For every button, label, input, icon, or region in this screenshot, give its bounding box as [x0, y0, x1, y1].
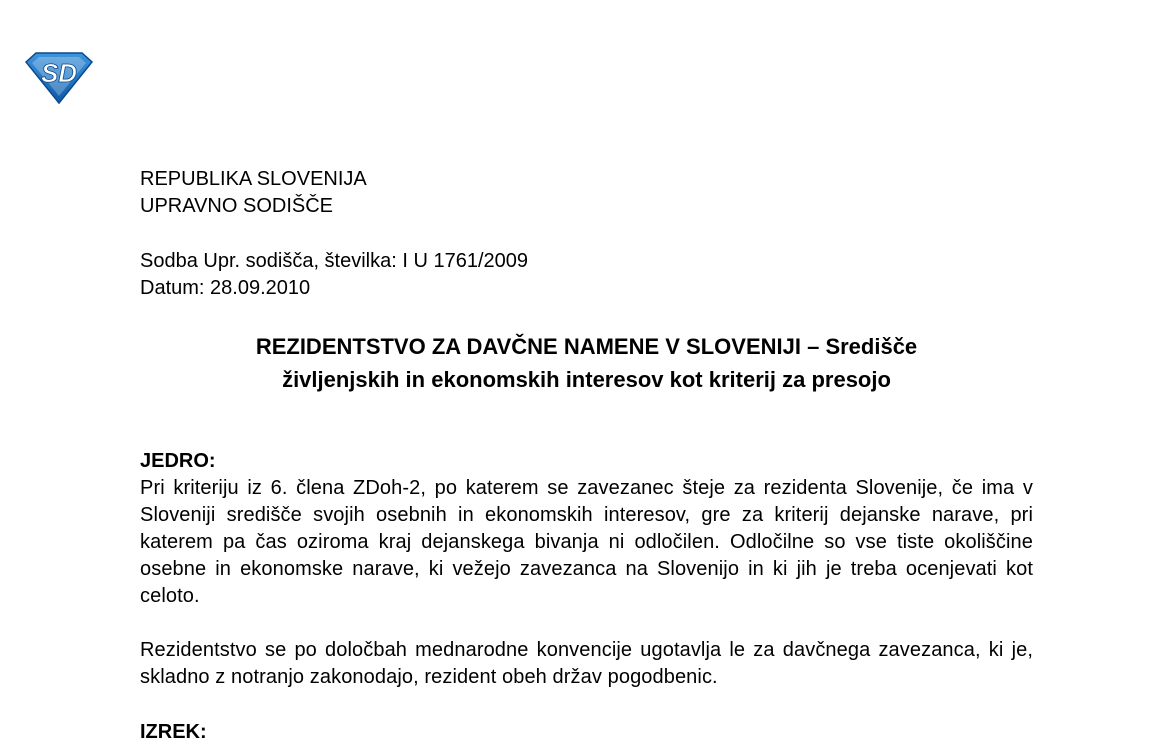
- case-date: Datum: 28.09.2010: [140, 277, 311, 299]
- document-title: [140, 330, 1033, 396]
- court-name: UPRAVNO SODIŠČE: [140, 195, 333, 217]
- court-logo-icon: [22, 48, 96, 106]
- jedro-paragraph-1: Pri kriteriju iz 6. člena ZDoh-2, po katerem se zavezanec šteje za rezidenta Slovenije, če ima v Sloveniji središče svojih osebnih in ekonomskih interesov, gre za kriterij dejanske narave, pri katerem pa čas oziroma kraj dejanskega bivanja ni odločilen. Odločilne so vse tiste okoliščine osebne in ekonomske narave, ki vežejo zavezanca na Slovenijo in ki jih je treba ocenjevati kot celoto.: [140, 477, 1033, 607]
- jedro-paragraph-2-block: [140, 637, 1033, 691]
- country-name: REPUBLIKA SLOVENIJA: [140, 168, 367, 190]
- case-reference: [140, 248, 528, 302]
- jedro-paragraph-2: Rezidentstvo se po določbah mednarodne konvencije ugotavlja le za davčnega zavezanca, ki je, skladno z notranjo zakonodajo, rezident obeh držav pogodbenic.: [140, 639, 1033, 688]
- court-header: [140, 166, 367, 220]
- izrek-heading: IZREK:: [140, 721, 207, 743]
- svg-text:SD: SD: [40, 58, 78, 88]
- title-line-1: REZIDENTSTVO ZA DAVČNE NAMENE V SLOVENIJI – Središče: [255, 334, 918, 359]
- jedro-heading: JEDRO:: [140, 450, 216, 472]
- case-number: Sodba Upr. sodišča, številka: I U 1761/2009: [140, 250, 529, 272]
- title-line-2: življenjskih in ekonomskih interesov kot kriterij za presojo: [282, 367, 891, 392]
- jedro-section: [140, 448, 1033, 610]
- izrek-section: [140, 719, 207, 746]
